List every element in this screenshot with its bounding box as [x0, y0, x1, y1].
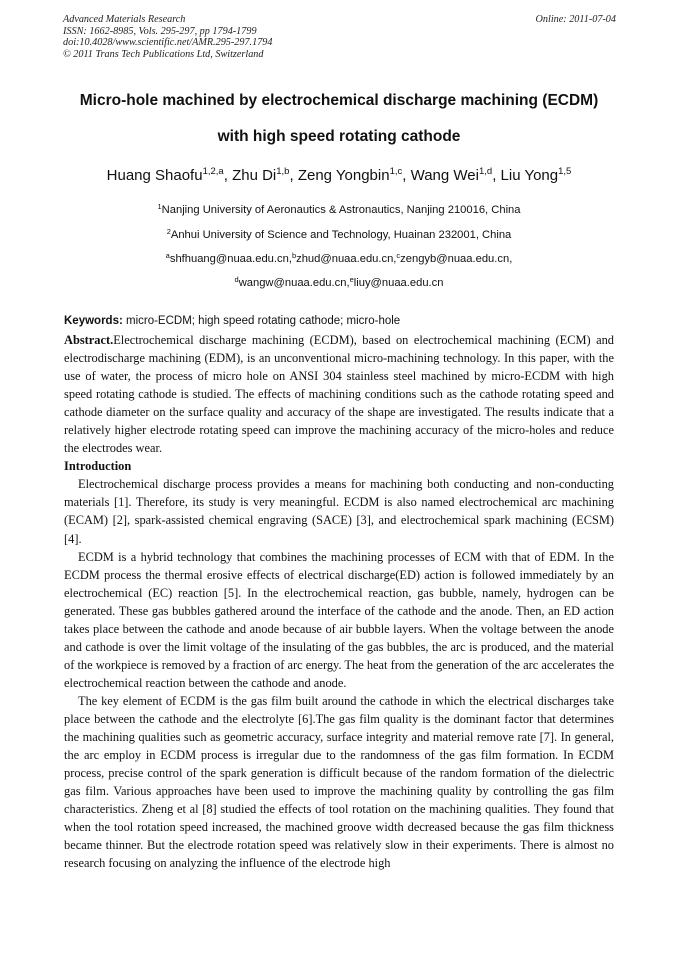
section-heading-introduction: Introduction: [64, 459, 132, 474]
online-date: Online: 2011-07-04: [535, 14, 616, 25]
keywords-label: Keywords:: [64, 315, 123, 327]
keywords: [64, 315, 616, 327]
paper-body: [64, 331, 614, 872]
author-name: Zhu Di: [232, 167, 277, 184]
paper-title-line-1: Micro-hole machined by electrochemical discharge machining (ECDM): [79, 92, 599, 109]
email-link[interactable]: shfhuang@nuaa.edu.cn,: [169, 253, 292, 265]
author-affiliation-mark: 1,2,a: [202, 166, 224, 177]
journal-name: Advanced Materials Research: [63, 14, 186, 25]
paper-title-line-2: with high speed rotating cathode: [217, 128, 461, 145]
author-affiliation-mark: 1,c: [389, 166, 403, 177]
email-line-2: $^d$wangw@nuaa.edu.cn,$^e$liuy@nuaa.edu.cn: [234, 275, 444, 289]
author-name: Wang Wei: [410, 167, 479, 184]
keywords-text: micro-ECDM; high speed rotating cathode; micro-hole: [122, 315, 401, 327]
email-link[interactable]: zengyb@nuaa.edu.cn,: [400, 253, 513, 265]
author-affiliation-mark: 1,b: [276, 166, 290, 177]
abstract: [64, 331, 614, 457]
author-name: Zeng Yongbin: [297, 167, 390, 184]
affiliation-mark: 2: [166, 227, 171, 236]
affiliation-mark: 1: [157, 202, 162, 211]
author-name: Liu Yong: [500, 167, 559, 184]
doi-line: doi:10.4028/www.scientific.net/AMR.295-297.1794: [63, 37, 273, 48]
abstract-label: Abstract.: [64, 333, 114, 347]
email-line-1: $^a$shfhuang@nuaa.edu.cn,$^b$zhud@nuaa.edu.cn,$^c$zengyb@nuaa.edu.cn,: [165, 251, 513, 265]
abstract-text: Electrochemical discharge machining (ECDM), based on electrochemical machining (ECM) and electrodischarge machining (EDM), is an unconventional micro-machining technology. In this paper, with the use of water, the process of micro hole on ANSI 304 stainless steel machined by micro-ECDM with high speed rotating cathode is studied. The effects of machining conditions such as the cathode rotating speed and cathode diameter on the surface quality and accuracy of the shape are investigated. The results indicate that a relatively higher electrode rotating speed can improve the machining accuracy of the micro-holes and reduce the electrodes wear.: [64, 333, 614, 456]
author-affiliation-mark: 1,d: [478, 166, 493, 177]
copyright-line: © 2011 Trans Tech Publications Ltd, Switzerland: [63, 48, 264, 60]
author-list: Huang Shaofu$^{1,2,a}$, Zhu Di$^{1,b}$, Zeng Yongbin$^{1,c}$, Wang Wei$^{1,d}$, Liu Yong$^{1,5}$: [106, 166, 572, 184]
affiliation-1: $^1$Nanjing University of Aeronautics & Astronautics, Nanjing 210016, China: [157, 202, 521, 216]
author-affiliation-mark: 1,5: [558, 166, 572, 177]
issn-line: ISSN: 1662-8985, Vols. 295-297, pp 1794-1799: [63, 25, 257, 37]
author-name: Huang Shaofu: [106, 167, 203, 184]
email-link[interactable]: liuy@nuaa.edu.cn: [353, 277, 444, 289]
intro-paragraph-2: ECDM is a hybrid technology that combines the machining processes of ECM with that of EDM. In the ECDM process the thermal erosive effects of electrical discharge(ED) action is followed immediately by an electrochemical (EC) reaction [5]. In the electrochemical reaction, gas bubble, namely, hydrogen can be generated. These gas bubbles gathered around the interface of the cathode and the anode. Then, an ED action takes place between the cathode and anode because of air bubble layers. When the voltage between the anode and cathode is over the limit voltage of the insulating of the gas bubbles, the arc is produced, and the material of the workpiece is removed by a fraction of arc energy. The heat from the generation of the arc accelerates the electrochemical reaction between the cathode and anode.: [64, 549, 614, 690]
journal-header: [63, 14, 616, 60]
email-link[interactable]: wangw@nuaa.edu.cn,: [238, 277, 350, 289]
intro-paragraph-1: Electrochemical discharge process provides a means for machining both conducting and non-conducting materials [1]. Therefore, its study is very meaningful. ECDM is also named electrochemical arc machining (ECAM) [2], spark-assisted chemical engraving (SACE) [3], and electrochemical spark machining (ECSM) [4].: [64, 477, 614, 546]
affiliation-2: $^2$Anhui University of Science and Technology, Huainan 232001, China: [166, 227, 512, 241]
intro-paragraph-3: The key element of ECDM is the gas film built around the cathode in which the electrical discharges take place between the cathode and the electrolyte [6].The gas film quality is the dominant factor that determines the machining qualities such as geometric accuracy, surface integrity and material remove rate [7]. In general, the arc employ in ECDM process is irregular due to the randomness of the gas film formation. In ECDM process, precise control of the spark generation is difficult because of the random formation of the dielectric gas film. Various approaches have been used to improve the machining quality by controlling the gas film characteristics. Zheng et al [8] studied the effects of tool rotation on the machining qualities. They found that when the tool rotation speed increased, the machined groove width decreased because the gas film thickness became thinner. But the electrode rotation speed was relatively slow in their experiments. There is almost no research focusing on analyzing the influence of the electrode high: [64, 693, 614, 871]
email-link[interactable]: zhud@nuaa.edu.cn,: [296, 253, 397, 265]
